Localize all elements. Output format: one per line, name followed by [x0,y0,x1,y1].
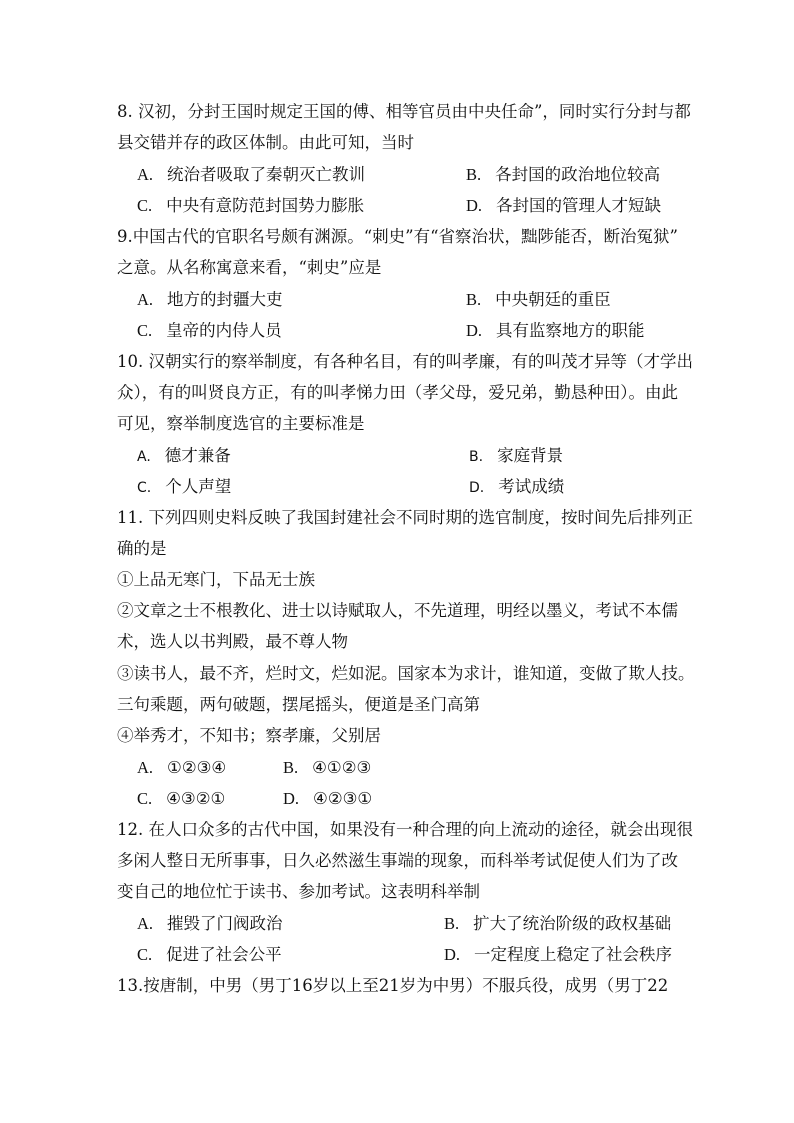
q11-line-5: 术，选人以书判殿，最不尊人物 [117,632,348,651]
q9-line-1: 9.中国古代的官职名号颇有渊源。“刺史”有“省察治状，黜陟能否，断治冤狱” [117,227,678,246]
q9-option-c[interactable]: C. 皇帝的内侍人员 [137,321,282,340]
q11-line-6: ③读书人，最不齐，烂时文，烂如泥。国家本为求计，谁知道，变做了欺人技。 [117,664,695,683]
q10-option-d[interactable]: D. 考试成绩 [469,477,565,496]
q11-line-1: 11. 下列四则史料反映了我国封建社会不同时期的选官制度，按时间先后排列正 [117,508,693,527]
q10-line-3: 可见，察举制度选官的主要标准是 [117,414,365,433]
q10-line-1: 10. 汉朝实行的察举制度，有各种名目，有的叫孝廉，有的叫茂才异等（才学出 [117,352,693,371]
q11-option-a[interactable]: A. ①②③④ [137,758,227,777]
q8-option-b[interactable]: B. 各封国的政治地位较高 [466,165,661,184]
q8-option-a[interactable]: A. 统治者吸取了秦朝灭亡教训 [137,165,366,184]
q11-line-2: 确的是 [117,539,167,558]
q11-option-c[interactable]: C. ④③②① [137,789,226,808]
q12-line-2: 多闲人整日无所事事，日久必然滋生事端的现象，而科举考试促使人们为了改 [117,851,678,870]
q9-option-a[interactable]: A. 地方的封疆大吏 [137,290,283,309]
q10-option-a[interactable]: A. 德才兼备 [137,446,231,465]
q12-option-b[interactable]: B. 扩大了统治阶级的政权基础 [444,914,672,933]
q10-line-2: 众），有的叫贤良方正，有的叫孝悌力田（孝父母，爱兄弟，勤恳种田）。由此 [117,383,678,402]
q11-line-3: ①上品无寒门，下品无士族 [117,570,315,589]
q8-option-d[interactable]: D. 各封国的管理人才短缺 [466,196,662,215]
q9-option-d[interactable]: D. 具有监察地方的职能 [466,321,645,340]
q9-option-b[interactable]: B. 中央朝廷的重臣 [466,290,611,309]
q10-option-c[interactable]: C. 个人声望 [137,477,232,496]
q8-line-1: 8. 汉初，分封王国时规定王国的傅、相等官员由中央任命”，同时实行分封与都 [117,102,691,121]
q8-line-2: 县交错并存的政区体制。由此可知，当时 [117,133,414,152]
q11-line-7: 三句乘题，两句破题，摆尾摇头，便道是圣门高第 [117,695,480,714]
q11-option-d[interactable]: D. ④②③① [283,789,373,808]
q12-option-d[interactable]: D. 一定程度上稳定了社会秩序 [444,945,673,964]
q12-option-c[interactable]: C. 促进了社会公平 [137,945,282,964]
q8-option-c[interactable]: C. 中央有意防范封国势力膨胀 [137,196,365,215]
q11-line-4: ②文章之士不根教化、进士以诗赋取人，不先道理，明经以墨义，考试不本儒 [117,601,678,620]
q12-option-a[interactable]: A. 摧毁了门阀政治 [137,914,283,933]
q12-line-1: 12. 在人口众多的古代中国，如果没有一种合理的向上流动的途径，就会出现很 [117,820,693,839]
q10-option-b[interactable]: B. 家庭背景 [469,446,564,465]
q13-line-1: 13.按唐制，中男（男丁16岁以上至21岁为中男）不服兵役，成男（男丁22 [117,976,669,995]
q11-option-b[interactable]: B. ④①②③ [283,758,372,777]
q11-line-8: ④举秀才，不知书；察孝廉，父别居 [117,726,381,745]
q9-line-2: 之意。从名称寓意来看，“刺史”应是 [117,258,382,277]
q12-line-3: 变自己的地位忙于读书、参加考试。这表明科举制 [117,882,480,901]
